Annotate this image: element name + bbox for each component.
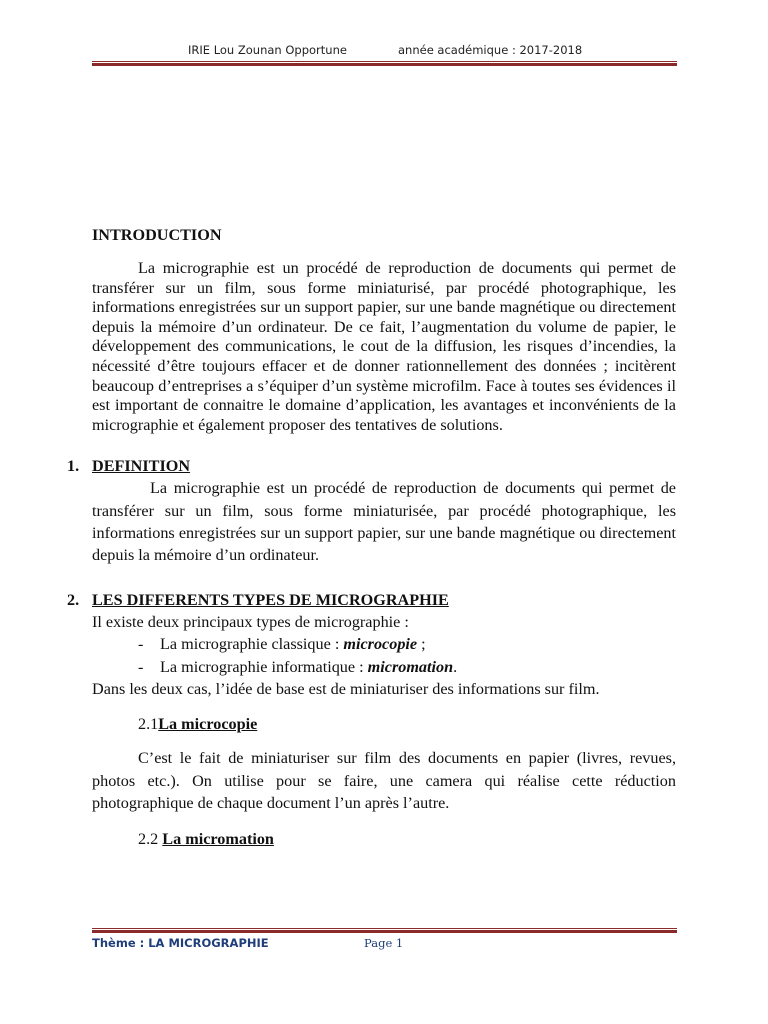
list-item: - La micrographie informatique : micromation.	[138, 657, 458, 676]
header-rule	[92, 61, 677, 66]
list-item: - La micrographie classique : microcopie ;	[138, 635, 426, 654]
intro-heading: INTRODUCTION	[92, 226, 222, 244]
section-1-title: DEFINITION	[92, 457, 191, 476]
page-footer	[0, 936, 768, 950]
definition-paragraph: La micrographie est un procédé de reproduction de documents qui permet de transférer sur un film, sous forme miniaturisée, par procédé photographique, les informations enregistrées sur un support papier, sur une bande magnétique ou directement depuis la mémoire d’un ordinateur.	[92, 479, 676, 564]
footer-page-number: Page 1	[364, 936, 404, 950]
micromation-term: micromation	[367, 657, 454, 676]
section-2-heading	[67, 589, 676, 611]
section-1-heading	[67, 455, 676, 477]
section-2-conclusion: Dans les deux cas, l’idée de base est de miniaturiser des informations sur film.	[92, 680, 600, 699]
page-header	[0, 43, 768, 59]
subsection-2-2-heading: 2.2 La micromation	[138, 829, 274, 848]
subsection-2-2-title: La micromation	[162, 829, 274, 848]
subsection-2-1-heading: 2.1La microcopie	[138, 715, 258, 734]
section-1-number: 1.	[67, 457, 80, 476]
microcopie-paragraph: C’est le fait de miniaturiser sur film des documents en papier (livres, revues, photos etc.). On utilise pour se faire, une camera qui réalise cette réduction photographique de chaque document l’un après l’autre.	[92, 749, 676, 813]
section-2-number: 2.	[67, 591, 80, 610]
section-2-intro: Il existe deux principaux types de micrographie :	[92, 613, 409, 632]
footer-rule	[92, 928, 677, 933]
header-academic-year: année académique : 2017-2018	[398, 43, 583, 57]
footer-theme: Thème : LA MICROGRAPHIE	[92, 936, 269, 950]
document-body	[67, 224, 676, 850]
header-author: IRIE Lou Zounan Opportune	[188, 43, 347, 57]
section-2-title: LES DIFFERENTS TYPES DE MICROGRAPHIE	[92, 591, 449, 610]
subsection-2-1-title: La microcopie	[158, 715, 258, 734]
intro-paragraph: La micrographie est un procédé de reproduction de documents qui permet de transférer sur un film, sous forme miniaturisé, par procédé photographique, les informations enregistrées sur un support papier, sur une bande magnétique ou directement depuis la mémoire d’un ordinateur. De ce fait, l’augmentation du volume de papier, le développement des communications, le cout de la diffusion, les risques d’incendies, la nécessité d’être toujours effacer et de donner rationnellement des données ; incitèrent beaucoup d’entreprises a s’équiper d’un système microfilm. Face à toutes ses évidences il est important de connaitre le domaine d’application, les avantages et inconvénients de la micrographie et également proposer des tentatives de solutions.	[92, 259, 676, 434]
microcopie-term: microcopie	[343, 635, 418, 654]
